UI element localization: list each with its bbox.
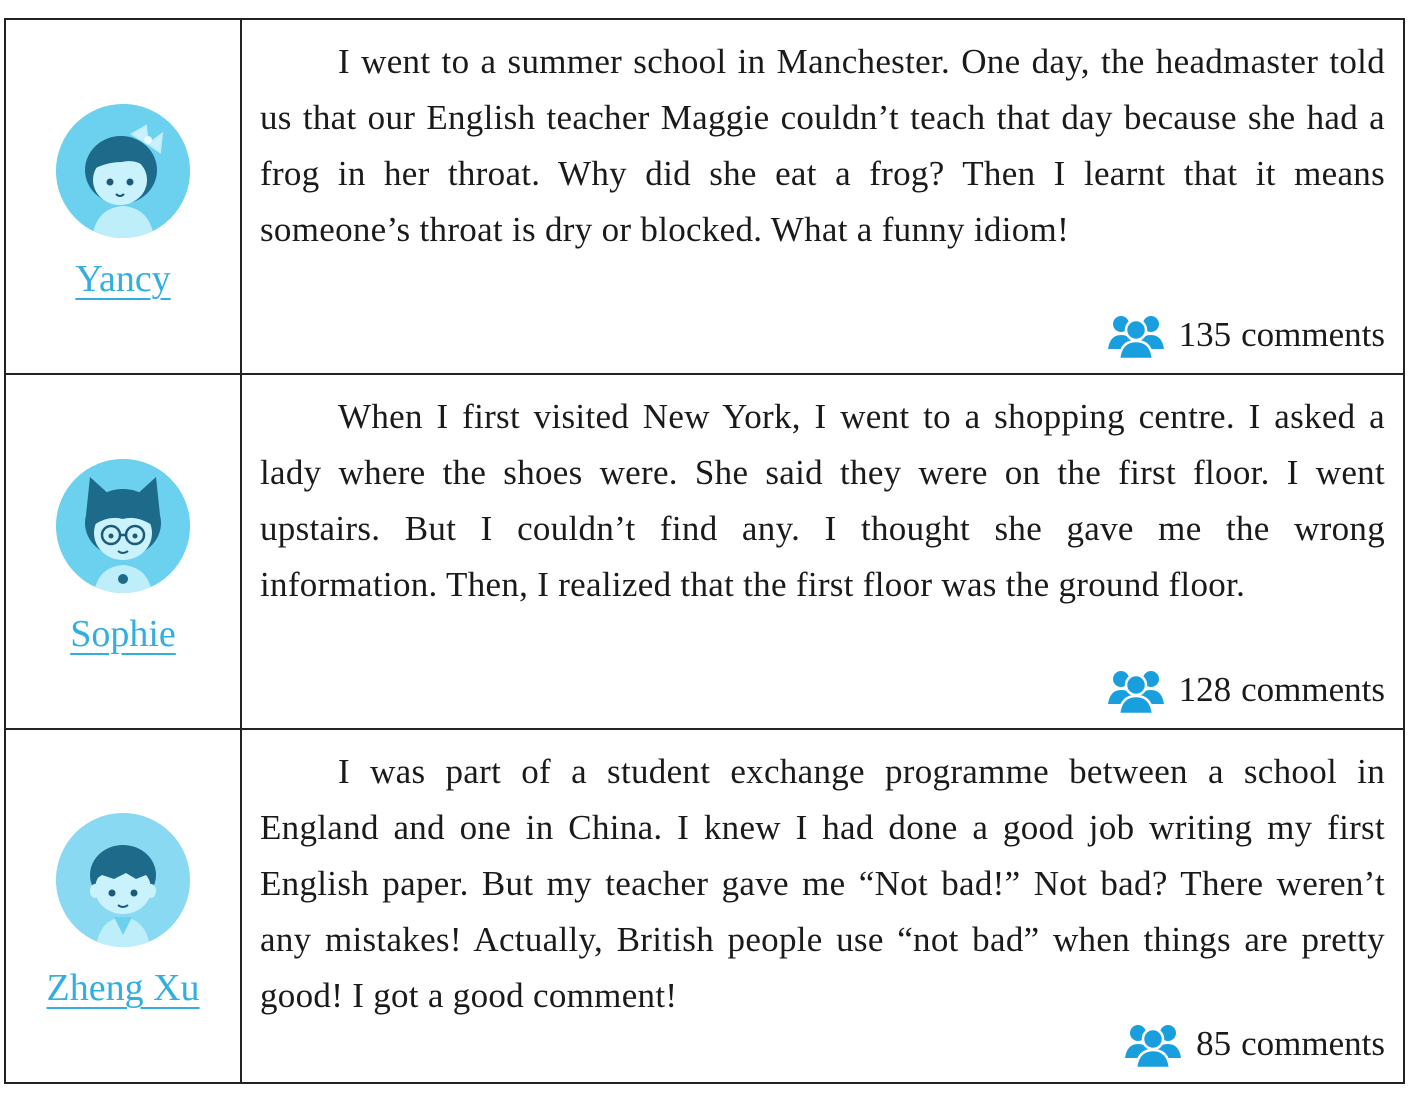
post-yancy: [6, 20, 1403, 375]
comment-label: comments: [1241, 1024, 1385, 1063]
post-content: [242, 375, 1403, 728]
post-text: When I first visited New York, I went to a shopping centre. I asked a lady where the shoes were. She said they were on the first floor. I went upstairs. But I couldn’t find any. I thought she gave me the wrong information. Then, I realized that the first floor was the ground floor.: [260, 397, 1385, 604]
post-zheng-xu: [6, 730, 1403, 1082]
people-group-icon: [1124, 1020, 1182, 1068]
author-name-link[interactable]: Yancy: [75, 257, 171, 300]
author-cell: [6, 375, 242, 728]
post-text: I went to a summer school in Manchester. One day, the headmaster told us that our English teacher Maggie couldn’t teach that day because she had a frog in her throat. Why did she eat a frog? Then I learnt that it means someone’s throat is dry or blocked. What a funny idiom!: [260, 42, 1385, 249]
posts-table: [4, 18, 1405, 1084]
comment-count: 135: [1178, 315, 1232, 354]
girl-with-bow-avatar-icon: [56, 104, 190, 238]
comment-label: comments: [1241, 315, 1385, 354]
author-name-link[interactable]: Sophie: [70, 612, 176, 655]
author-cell: [6, 20, 242, 373]
comment-label: comments: [1241, 670, 1385, 709]
girl-with-glasses-avatar-icon: [56, 459, 190, 593]
comments-link[interactable]: [1124, 1020, 1385, 1068]
author-name-link[interactable]: Zheng Xu: [46, 967, 200, 1009]
comment-count: 85: [1196, 1024, 1232, 1063]
comment-count: 128: [1178, 670, 1232, 709]
people-group-icon: [1107, 311, 1165, 359]
comments-link[interactable]: [1107, 311, 1385, 359]
boy-avatar-icon: [56, 813, 190, 947]
people-group-icon: [1107, 666, 1165, 714]
post-content: [242, 730, 1403, 1082]
post-sophie: [6, 375, 1403, 730]
post-text: I was part of a student exchange programme between a school in England and one in China. I knew I had done a good job writing my first English paper. But my teacher gave me “Not bad!” Not bad? There weren’t any mistakes! Actually, British people use “not bad” when things are pretty good! I got a good comment!: [260, 752, 1385, 1015]
author-cell: [6, 730, 242, 1082]
comments-link[interactable]: [1107, 666, 1385, 714]
post-content: [242, 20, 1403, 373]
